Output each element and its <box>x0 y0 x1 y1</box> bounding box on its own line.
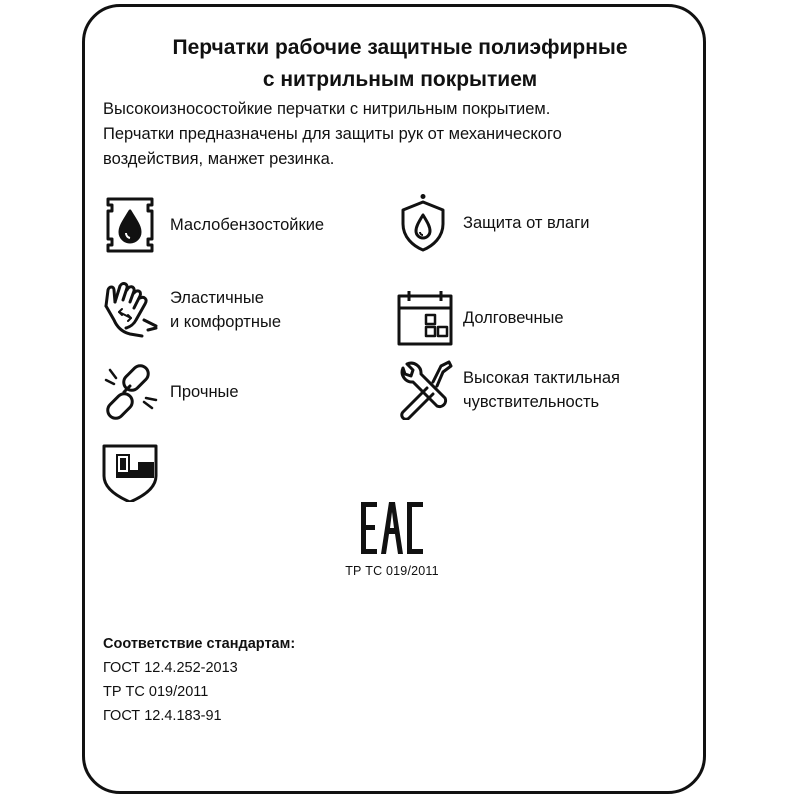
page-title <box>0 32 800 96</box>
description-line-1: Высокоизносостойкие перчатки с нитрильным покрытием. <box>103 100 551 118</box>
eac-logo-icon <box>359 500 425 556</box>
feature-elastic-label-line-1: Эластичные <box>170 289 264 307</box>
standard-item: ГОСТ 12.4.252-2013 <box>103 660 238 676</box>
feature-elastic-label <box>170 286 281 334</box>
standards-section <box>103 632 295 728</box>
feature-elastic-label-line-2: и комфортные <box>170 313 281 331</box>
feature-durable-label: Долговечные <box>463 309 564 327</box>
eac-certification <box>330 500 454 578</box>
title-line-1: Перчатки рабочие защитные полиэфирные <box>172 36 628 59</box>
feature-durable <box>393 288 564 348</box>
title-line-2: с нитрильным покрытием <box>262 68 538 91</box>
feature-strong-label: Прочные <box>170 383 239 401</box>
feature-moisture-label: Защита от влаги <box>463 214 590 232</box>
feature-oil-resistant-label: Маслобензостойкие <box>170 216 325 234</box>
feature-oil-resistant <box>100 195 324 255</box>
product-description <box>103 97 683 172</box>
standard-item: ТР ТС 019/2011 <box>103 684 209 700</box>
description-line-3: воздействия, манжет резинка. <box>103 150 335 168</box>
standards-heading: Соответствие стандартам: <box>103 636 296 652</box>
standard-item: ГОСТ 12.4.183-91 <box>103 708 222 724</box>
feature-elastic <box>100 280 281 340</box>
feature-tactile-label-line-2: чувствительность <box>463 393 600 411</box>
glove-stretch-icon <box>100 280 160 340</box>
broken-chain-icon <box>100 362 160 422</box>
tools-icon <box>393 360 453 420</box>
feature-mechanical-protection <box>100 442 160 502</box>
feature-tactile-label-line-1: Высокая тактильная <box>463 369 620 387</box>
feature-tactile <box>393 360 620 420</box>
calendar-icon <box>393 288 453 348</box>
feature-moisture <box>393 193 589 253</box>
feature-tactile-label <box>463 366 620 414</box>
oil-barrel-icon <box>100 195 160 255</box>
mechanical-protection-icon <box>100 442 160 502</box>
eac-caption: ТР ТС 019/2011 <box>345 564 439 578</box>
feature-strong <box>100 362 239 422</box>
description-line-2: Перчатки предназначены для защиты рук от механического <box>103 125 562 143</box>
shield-drop-icon <box>393 193 453 253</box>
